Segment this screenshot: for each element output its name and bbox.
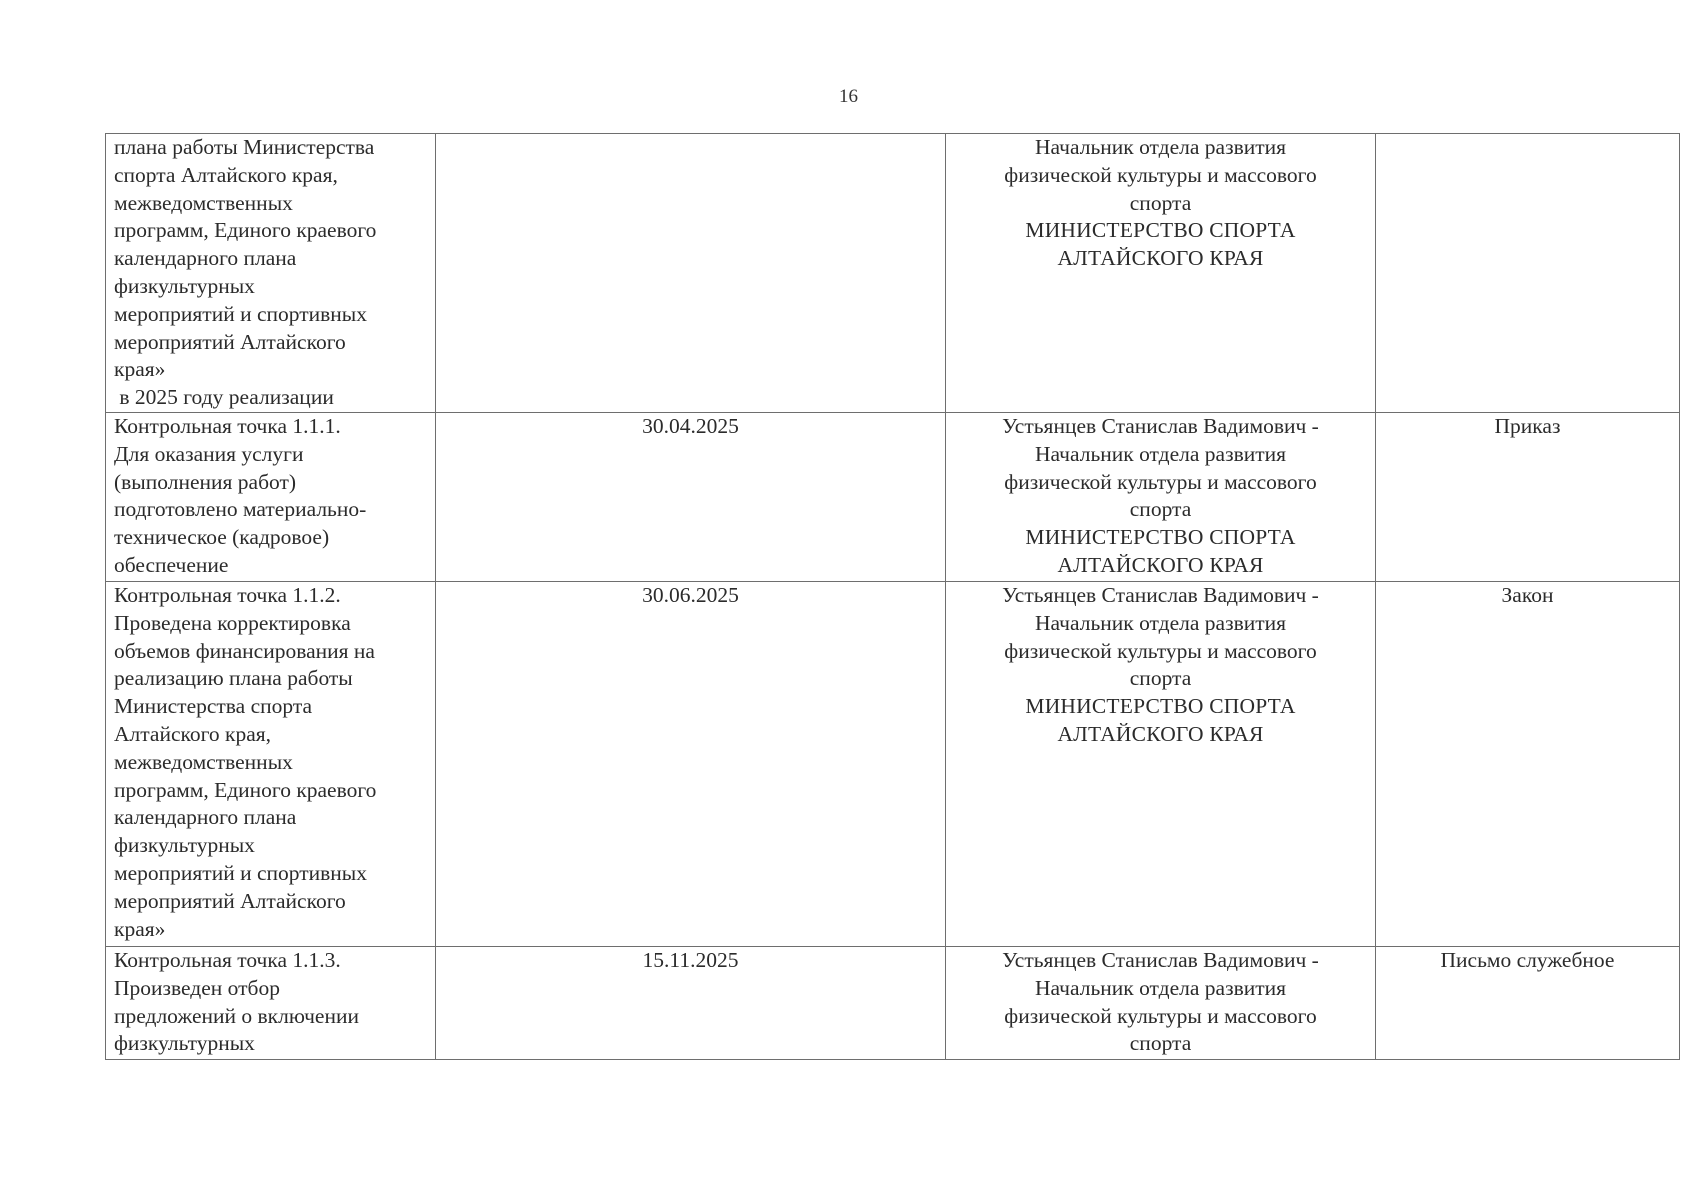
text-line: Устьянцев Станислав Вадимович - [1002, 414, 1319, 438]
text-line: спорта [1129, 1031, 1192, 1056]
text-line: физкультурных [114, 833, 255, 858]
table-row [106, 413, 1680, 582]
document-type-cell: Письмо служебное [1376, 947, 1680, 1060]
page-number: 16 [839, 86, 858, 107]
deadline-cell [436, 134, 946, 413]
text-line: Для оказания услуги [114, 441, 304, 466]
text-line: техническое (кадровое) [114, 525, 330, 550]
text-line: края» [114, 357, 166, 382]
text-line: спорта [1129, 666, 1192, 691]
responsible-cell [946, 134, 1376, 413]
organization-name: МИНИСТЕРСТВО СПОРТА [1025, 218, 1296, 243]
text-line: (выполнения работ) [114, 469, 297, 494]
text-line: Начальник отдела развития [1034, 975, 1287, 1000]
event-name-cell [106, 947, 436, 1060]
text-line: Начальник отдела развития [1034, 135, 1287, 159]
text-line: Алтайского края, [114, 721, 272, 746]
text-line: объемов финансирования на [114, 638, 375, 663]
text-line: обеспечение [114, 552, 229, 577]
organization-name: АЛТАЙСКОГО КРАЯ [1057, 721, 1264, 746]
text-line: физической культуры и массового [1004, 1003, 1317, 1028]
organization-name: АЛТАЙСКОГО КРАЯ [1057, 552, 1264, 577]
text-line: физической культуры и массового [1004, 162, 1317, 187]
text-line: плана работы Министерства [114, 135, 375, 159]
deadline-cell: 30.06.2025 [436, 582, 946, 947]
text-line: межведомственных [114, 190, 293, 215]
text-line: мероприятий Алтайского [114, 329, 346, 354]
text-line: края» [114, 916, 166, 941]
text-line: в 2025 году реализации [114, 385, 334, 410]
text-line: Начальник отдела развития [1034, 610, 1287, 635]
text-line: физкультурных [114, 273, 255, 298]
responsible-cell [946, 582, 1376, 947]
organization-name: АЛТАЙСКОГО КРАЯ [1057, 246, 1264, 271]
text-line: Проведена корректировка [114, 610, 351, 635]
text-line: Министерства спорта [114, 694, 313, 719]
event-name-cell [106, 134, 436, 413]
text-line: Начальник отдела развития [1034, 441, 1287, 466]
plan-table [105, 133, 1680, 1060]
organization-name: МИНИСТЕРСТВО СПОРТА [1025, 525, 1296, 550]
text-line: подготовлено материально- [114, 497, 367, 522]
table-row [106, 134, 1680, 413]
text-line: Контрольная точка 1.1.1. [114, 414, 341, 438]
text-line: мероприятий Алтайского [114, 888, 346, 913]
table-row [106, 582, 1680, 947]
text-line: Контрольная точка 1.1.3. [114, 948, 341, 972]
text-line: межведомственных [114, 749, 293, 774]
text-line: спорта [1129, 497, 1192, 522]
text-line: физической культуры и массового [1004, 469, 1317, 494]
text-line: физической культуры и массового [1004, 638, 1317, 663]
text-line: мероприятий и спортивных [114, 860, 367, 885]
text-line: Устьянцев Станислав Вадимович - [1002, 583, 1319, 607]
text-line: предложений о включении [114, 1003, 359, 1028]
deadline-cell: 15.11.2025 [436, 947, 946, 1060]
responsible-cell [946, 413, 1376, 582]
event-name-cell [106, 413, 436, 582]
document-type-cell: Закон [1376, 582, 1680, 947]
responsible-cell [946, 947, 1376, 1060]
text-line: программ, Единого краевого [114, 777, 377, 802]
deadline-cell: 30.04.2025 [436, 413, 946, 582]
text-line: календарного плана [114, 805, 297, 830]
text-line: мероприятий и спортивных [114, 301, 367, 326]
text-line: физкультурных [114, 1031, 255, 1056]
table-row [106, 947, 1680, 1060]
event-name-cell [106, 582, 436, 947]
text-line: календарного плана [114, 246, 297, 271]
document-type-cell: Приказ [1376, 413, 1680, 582]
text-line: Произведен отбор [114, 975, 280, 1000]
text-line: Устьянцев Станислав Вадимович - [1002, 948, 1319, 972]
text-line: реализацию плана работы [114, 666, 353, 691]
organization-name: МИНИСТЕРСТВО СПОРТА [1025, 694, 1296, 719]
document-type-cell [1376, 134, 1680, 413]
text-line: спорта Алтайского края, [114, 162, 338, 187]
text-line: спорта [1129, 190, 1192, 215]
text-line: программ, Единого краевого [114, 218, 377, 243]
text-line: Контрольная точка 1.1.2. [114, 583, 341, 607]
